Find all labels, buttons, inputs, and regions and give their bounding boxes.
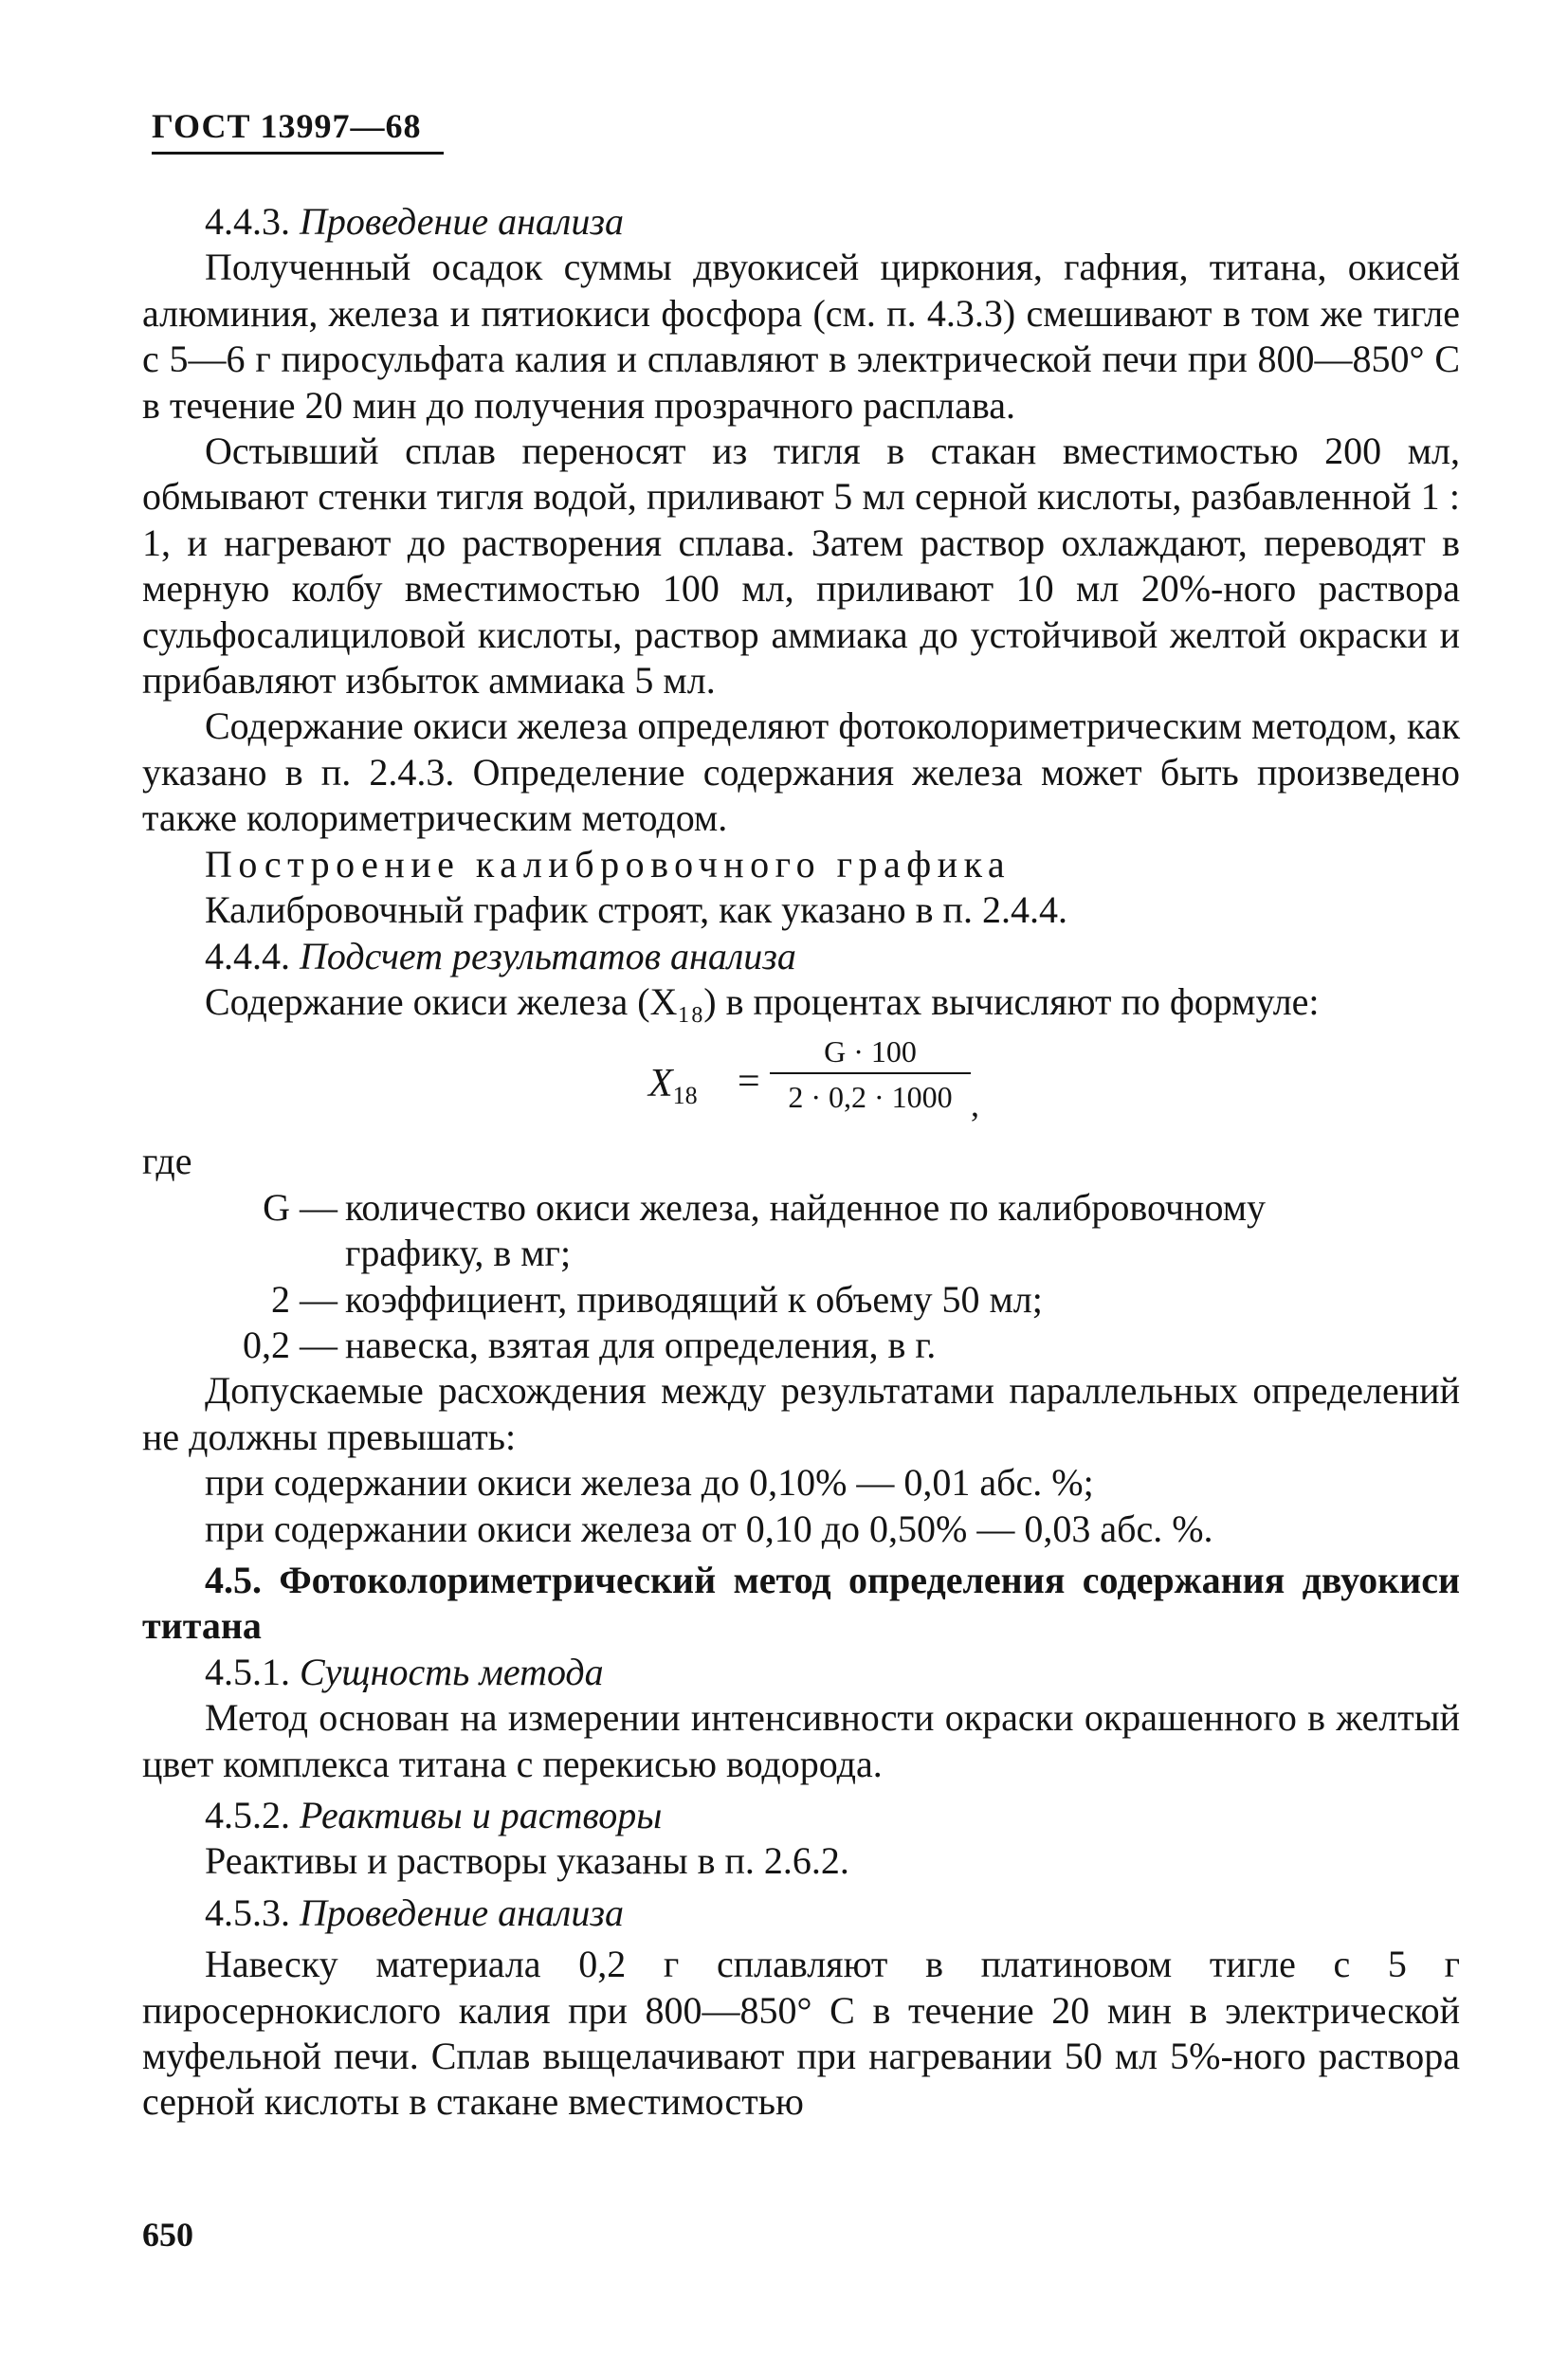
formula — [142, 1032, 1460, 1127]
definition-symbol: 2 — — [271, 1277, 337, 1321]
section-number: 4.4.3. — [205, 200, 300, 243]
definition-text: навеска, взятая для определения, в г. — [345, 1323, 937, 1366]
section-title: Подсчет результатов анализа — [300, 934, 796, 977]
formula-fraction — [770, 1032, 971, 1116]
definition-continuation: графику, в мг; — [345, 1232, 572, 1275]
section-number: 4.5.1. — [205, 1650, 300, 1693]
definition-symbol: 0,2 — — [243, 1323, 337, 1366]
section-title: Сущность метода — [300, 1650, 604, 1693]
formula-variable: X — [648, 1062, 673, 1106]
paragraph: Навеску материала 0,2 г сплавляют в платиновом тигле с 5 г пиросернокислого калия при 800—850° С в течение 20 мин в электрической муфельной печи. Сплав выщелачивают при нагревании 50 мл 5%-ного раствора серной кислоты в стакане вместимостью — [142, 1943, 1460, 2124]
tolerance-line: при содержании окиси железа от 0,10 до 0,50% — 0,03 абс. %. — [205, 1507, 1213, 1550]
section-number: 4.5.3. — [205, 1890, 300, 1934]
section-4-4-3-heading — [142, 199, 1460, 245]
section-4-5-heading: 4.5. Фотоколориметрический метод определения содержания двуокиси титана — [142, 1558, 1460, 1648]
tolerance-line: при содержании окиси железа до 0,10% — 0,01 абс. %; — [205, 1461, 1094, 1505]
section-title: Реактивы и растворы — [300, 1794, 663, 1836]
document-header: ГОСТ 13997—68 — [152, 107, 422, 145]
paragraph: Метод основан на измерении интенсивности окраски окрашенного в желтый цвет комплекса титана с перекисью водорода. — [142, 1696, 1460, 1785]
section-4-5-3-heading — [142, 1890, 1460, 1936]
formula-numerator: G · 100 — [824, 1034, 917, 1069]
fraction-bar — [770, 1072, 971, 1074]
paragraph: Калибровочный график строят, как указано в п. 2.4.4. — [205, 888, 1067, 932]
formula-denominator: 2 · 0,2 · 1000 — [788, 1080, 953, 1115]
definition-text: коэффициент, приводящий к объему 50 мл; — [345, 1277, 1043, 1321]
formula-comma: , — [971, 1086, 979, 1124]
section-4-4-4-heading — [142, 934, 1460, 979]
paragraph: Содержание окиси железа определяют фотоколориметрическим методом, как указано в п. 2.4.3. Определение содержания железа может быть произведено также колориметрическим методом. — [142, 704, 1460, 840]
definition-item — [142, 1277, 1460, 1323]
document-body — [142, 199, 1460, 2126]
definition-item — [142, 1323, 1460, 1368]
section-number: 4.4.4. — [205, 934, 300, 977]
formula-lhs — [648, 1061, 698, 1111]
definitions-list — [142, 1185, 1460, 1369]
page-number: 650 — [142, 2216, 193, 2254]
calibration-heading: Построение калибровочного графика — [205, 842, 1012, 886]
paragraph: Содержание окиси железа (X₁₈) в процентах вычисляют по формуле: — [205, 979, 1320, 1023]
formula-subscript: 18 — [672, 1082, 698, 1110]
definition-text: количество окиси железа, найденное по калибровочному — [345, 1185, 1267, 1229]
definition-item — [142, 1185, 1460, 1231]
formula-equals: = — [738, 1060, 760, 1105]
section-4-5-2-heading — [142, 1793, 1460, 1838]
paragraph: Реактивы и растворы указаны в п. 2.6.2. — [205, 1839, 849, 1883]
header-rule — [152, 152, 444, 155]
tolerances-intro: Допускаемые расхождения между результатами параллельных определений не должны превышать: — [142, 1369, 1460, 1458]
section-title: Проведение анализа — [300, 200, 624, 243]
paragraph: Остывший сплав переносят из тигля в стакан вместимостью 200 мл, обмывают стенки тигля водой, приливают 5 мл серной кислоты, разбавленной 1 : 1, и нагревают до растворения сплава. Затем раствор охлаждают, переводят в мерную колбу вместимостью 100 мл, приливают 10 мл 20%-ного раствора сульфосалициловой кислоты, раствор аммиака до устойчивой желтой окраски и прибавляют избыток аммиака 5 мл. — [142, 429, 1460, 703]
section-number: 4.5.2. — [205, 1794, 300, 1836]
definition-symbol: G — — [263, 1185, 337, 1229]
paragraph: Полученный осадок суммы двуокисей циркония, гафния, титана, окисей алюминия, железа и пятиокиси фосфора (см. п. 4.3.3) смешивают в том же тигле с 5—6 г пиросульфата калия и сплавляют в электрической печи при 800—850° С в течение 20 мин до получения прозрачного расплава. — [142, 246, 1460, 427]
section-4-5-1-heading — [142, 1650, 1460, 1695]
section-title: Проведение анализа — [300, 1890, 624, 1934]
where-label: где — [142, 1140, 192, 1183]
